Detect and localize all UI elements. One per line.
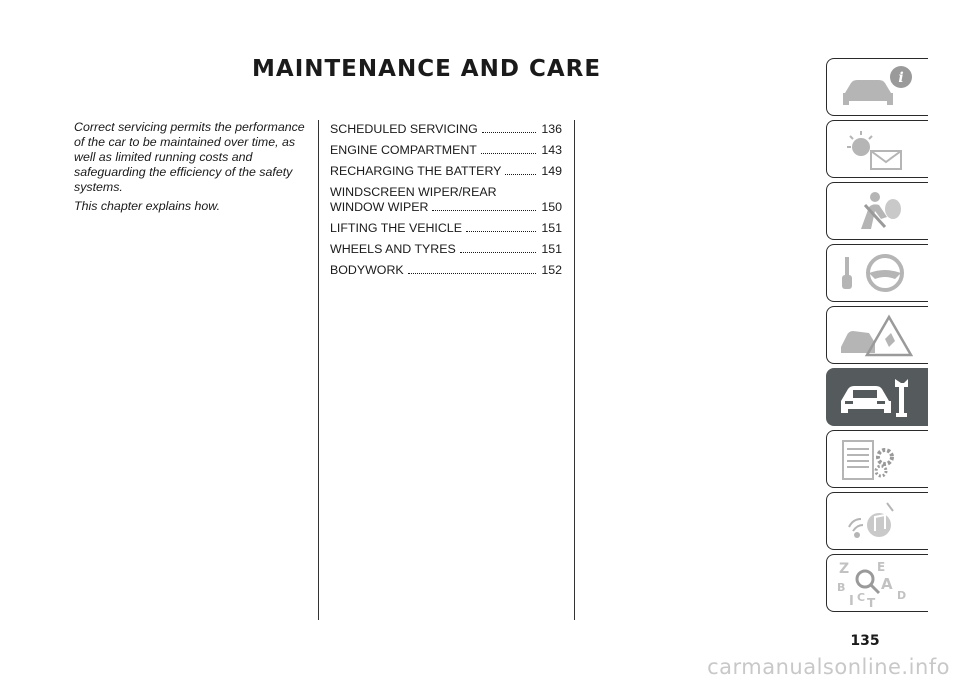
tab-car-info[interactable] bbox=[826, 58, 928, 116]
toc-page-number: 151 bbox=[541, 242, 562, 256]
toc-page-number: 152 bbox=[541, 263, 562, 277]
tab-technical-data[interactable] bbox=[826, 430, 928, 488]
tab-safety[interactable] bbox=[826, 182, 928, 240]
svg-text:E: E bbox=[877, 560, 886, 574]
svg-text:i: i bbox=[898, 70, 904, 86]
tab-warning-lights[interactable] bbox=[826, 120, 928, 178]
intro-paragraph: Correct servicing permits the performance of the car to be maintained over time, as well as limited running costs and safeguarding the efficiency of the safety systems. bbox=[74, 120, 305, 194]
toc-page-number: 143 bbox=[541, 143, 562, 157]
column-divider bbox=[574, 120, 575, 620]
chapter-intro bbox=[74, 120, 310, 218]
toc-entry-wheels-tyres[interactable] bbox=[330, 242, 562, 257]
toc-entry-engine-compartment[interactable] bbox=[330, 143, 562, 158]
car-wrench-icon bbox=[835, 373, 925, 423]
tab-starting-driving[interactable] bbox=[826, 244, 928, 302]
toc-entry-scheduled-servicing[interactable] bbox=[330, 122, 562, 137]
table-of-contents bbox=[330, 122, 562, 284]
column-divider bbox=[318, 120, 319, 620]
toc-label: ENGINE COMPARTMENT bbox=[330, 143, 477, 157]
toc-label: LIFTING THE VEHICLE bbox=[330, 221, 462, 235]
tab-multimedia[interactable] bbox=[826, 492, 928, 550]
tab-alphabetical-index[interactable] bbox=[826, 554, 928, 612]
toc-label-line1: WINDSCREEN WIPER/REAR bbox=[330, 185, 497, 199]
svg-text:T: T bbox=[867, 596, 876, 609]
warning-lights-icon bbox=[835, 125, 925, 175]
technical-data-icon bbox=[835, 435, 925, 485]
toc-entry-lifting-vehicle[interactable] bbox=[330, 221, 562, 236]
steering-wheel-icon bbox=[835, 249, 925, 299]
toc-label: SCHEDULED SERVICING bbox=[330, 122, 478, 136]
tab-maintenance-care[interactable] bbox=[826, 368, 928, 426]
toc-entry-windscreen-wiper[interactable] bbox=[330, 185, 562, 215]
toc-label: RECHARGING THE BATTERY bbox=[330, 164, 502, 178]
svg-text:D: D bbox=[897, 589, 907, 602]
svg-text:A: A bbox=[881, 575, 893, 593]
emergency-icon bbox=[835, 311, 925, 361]
page-number: 135 bbox=[850, 633, 880, 649]
toc-page-number: 150 bbox=[541, 200, 562, 214]
tab-emergency[interactable] bbox=[826, 306, 928, 364]
toc-page-number: 151 bbox=[541, 221, 562, 235]
intro-paragraph: This chapter explains how. bbox=[74, 199, 221, 213]
toc-page-number: 136 bbox=[541, 122, 562, 136]
watermark: carmanualsonline.info bbox=[707, 655, 950, 679]
car-info-icon bbox=[835, 63, 925, 113]
svg-text:I: I bbox=[849, 594, 854, 609]
safety-airbag-icon bbox=[835, 187, 925, 237]
multimedia-icon bbox=[835, 497, 925, 547]
toc-page-number: 149 bbox=[541, 164, 562, 178]
svg-text:B: B bbox=[837, 581, 846, 594]
toc-label: WINDOW WIPER bbox=[330, 200, 429, 214]
svg-text:C: C bbox=[857, 591, 866, 604]
toc-entry-recharging-battery[interactable] bbox=[330, 164, 562, 179]
toc-label: WHEELS AND TYRES bbox=[330, 242, 456, 256]
page-title: MAINTENANCE AND CARE bbox=[252, 56, 602, 82]
svg-text:Z: Z bbox=[839, 561, 850, 577]
toc-entry-bodywork[interactable] bbox=[330, 263, 562, 278]
toc-label: BODYWORK bbox=[330, 263, 404, 277]
alphabetical-index-icon bbox=[835, 559, 925, 609]
